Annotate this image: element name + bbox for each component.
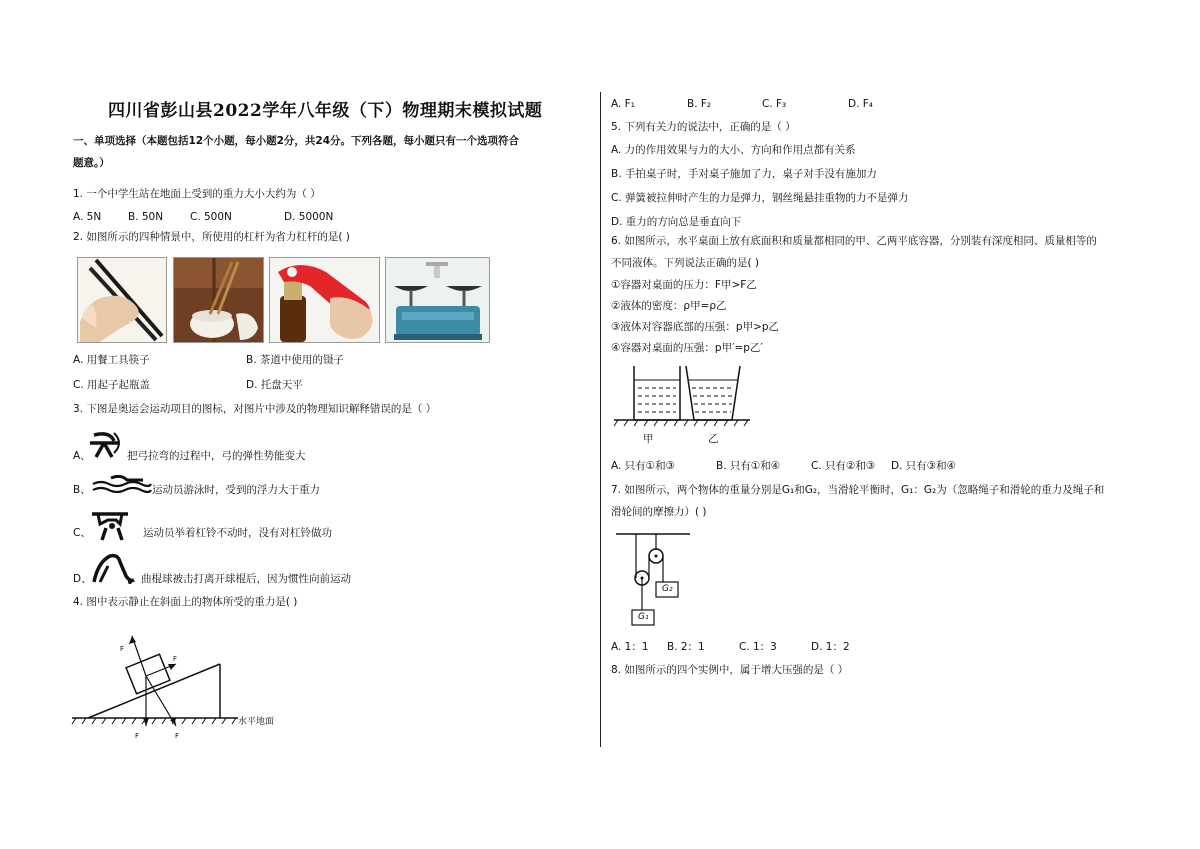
tea-tongs-photo bbox=[173, 257, 264, 343]
q2-option-a: A. 用餐工具筷子 bbox=[73, 354, 150, 366]
chopsticks-photo bbox=[77, 257, 167, 343]
section-heading-cont: 题意。） bbox=[73, 157, 110, 169]
q5-option-c: C. 弹簧被拉伸时产生的力是弹力，钢丝绳悬挂重物的力不是弹力 bbox=[611, 192, 909, 204]
q5-option-b: B. 手拍桌子时，手对桌子施加了力，桌子对手没有施加力 bbox=[611, 168, 877, 180]
pulley-label-g2: G₂ bbox=[662, 584, 673, 594]
hockey-icon bbox=[90, 552, 136, 584]
q1-stem: 1. 一个中学生站在地面上受到的重力大小大约为（ ） bbox=[73, 188, 321, 200]
q3-option-b-text: 运动员游泳时，受到的浮力大于重力 bbox=[152, 484, 320, 496]
q7-option-d: D. 1：2 bbox=[811, 641, 850, 653]
page-title: 四川省彭山县2022学年八年级（下）物理期末模拟试题 bbox=[108, 101, 543, 121]
q7-option-c: C. 1：3 bbox=[739, 641, 777, 653]
q2-option-b: B. 茶道中使用的镊子 bbox=[246, 354, 344, 366]
q3-option-a-text: 把弓拉弯的过程中，弓的弹性势能变大 bbox=[127, 450, 306, 462]
q7-option-b: B. 2：1 bbox=[667, 641, 705, 653]
archery-icon bbox=[88, 431, 124, 457]
q6-option-b: B. 只有①和④ bbox=[716, 460, 781, 472]
q3-option-c-text: 运动员举着杠铃不动时，没有对杠铃做功 bbox=[143, 527, 332, 539]
q4-option-a: A. F₁ bbox=[611, 98, 635, 110]
q7-option-a: A. 1：1 bbox=[611, 641, 649, 653]
q8-stem: 8. 如图所示的四个实例中，属于增大压强的是（ ） bbox=[611, 664, 849, 676]
q3-option-c-letter: C、 bbox=[73, 527, 91, 539]
q1-option-c: C. 500N bbox=[190, 211, 232, 223]
force-label-4: F bbox=[175, 732, 180, 740]
pulley-label-g1: G₁ bbox=[638, 612, 649, 622]
q7-stem: 7. 如图所示，两个物体的重量分别是G₁和G₂，当滑轮平衡时，G₁：G₂为（忽略绳子和滑轮的重力及绳子和 bbox=[611, 484, 1105, 496]
weightlifting-icon bbox=[90, 510, 130, 540]
q6-option-c: C. 只有②和③ bbox=[811, 460, 876, 472]
q4-stem: 4. 图中表示静止在斜面上的物体所受的重力是( ) bbox=[73, 596, 298, 608]
q1-option-a: A. 5N bbox=[73, 211, 102, 223]
q3-option-b-letter: B、 bbox=[73, 484, 91, 496]
section-heading: 一、单项选择（本题包括12个小题，每小题2分，共24分。下列各题，每小题只有一个选项符合 bbox=[73, 135, 520, 147]
containers-diagram bbox=[614, 362, 754, 432]
balance-photo bbox=[385, 257, 490, 343]
incline-diagram bbox=[70, 630, 290, 750]
force-label-2: F bbox=[173, 655, 178, 663]
q5-option-d: D. 重力的方向总是垂直向下 bbox=[611, 216, 742, 228]
q6-stem-cont: 不同液体。下列说法正确的是( ) bbox=[611, 257, 760, 269]
q6-stem: 6. 如图所示，水平桌面上放有底面积和质量都相同的甲、乙两平底容器，分别装有深度相同、质量相等的 bbox=[611, 235, 1097, 247]
q7-stem-cont: 滑轮间的摩擦力）( ) bbox=[611, 506, 707, 518]
force-label-1: F bbox=[120, 645, 125, 653]
q6-statement-2: ②液体的密度：ρ甲=ρ乙 bbox=[611, 300, 727, 312]
q3-option-d-text: 曲棍球被击打离开球棍后，因为惯性向前运动 bbox=[141, 573, 351, 585]
q6-statement-1: ①容器对桌面的压力：F甲>F乙 bbox=[611, 279, 757, 291]
q4-option-d: D. F₄ bbox=[848, 98, 874, 110]
q5-stem: 5. 下列有关力的说法中，正确的是（ ） bbox=[611, 121, 796, 133]
q2-option-c: C. 用起子起瓶盖 bbox=[73, 379, 151, 391]
swimming-icon bbox=[91, 474, 151, 494]
q3-option-d-letter: D、 bbox=[73, 573, 92, 585]
q2-stem: 2. 如图所示的四种情景中，所使用的杠杆为省力杠杆的是( ) bbox=[73, 231, 350, 243]
q6-statement-4: ④容器对桌面的压强：p甲′=p乙′ bbox=[611, 342, 763, 354]
q4-option-b: B. F₂ bbox=[687, 98, 712, 110]
q6-option-a: A. 只有①和③ bbox=[611, 460, 675, 472]
bottle-opener-photo bbox=[269, 257, 380, 343]
ground-label: 水平地面 bbox=[238, 717, 275, 727]
q2-option-d: D. 托盘天平 bbox=[246, 379, 303, 391]
q6-statement-3: ③液体对容器底部的压强：p甲>p乙 bbox=[611, 321, 780, 333]
q1-option-b: B. 50N bbox=[128, 211, 164, 223]
q3-option-a-letter: A、 bbox=[73, 450, 91, 462]
q6-option-d: D. 只有③和④ bbox=[891, 460, 957, 472]
force-label-3: F bbox=[135, 732, 140, 740]
pulley-diagram bbox=[612, 530, 692, 630]
q5-option-a: A. 力的作用效果与力的大小、方向和作用点都有关系 bbox=[611, 144, 856, 156]
q4-option-c: C. F₃ bbox=[762, 98, 787, 110]
column-divider bbox=[600, 92, 601, 747]
q1-option-d: D. 5000N bbox=[284, 211, 334, 223]
container-label-jia: 甲 bbox=[643, 433, 654, 445]
container-label-yi: 乙 bbox=[708, 433, 719, 445]
q3-stem: 3. 下图是奥运会运动项目的图标，对图片中涉及的物理知识解释错误的是（ ） bbox=[73, 403, 437, 415]
